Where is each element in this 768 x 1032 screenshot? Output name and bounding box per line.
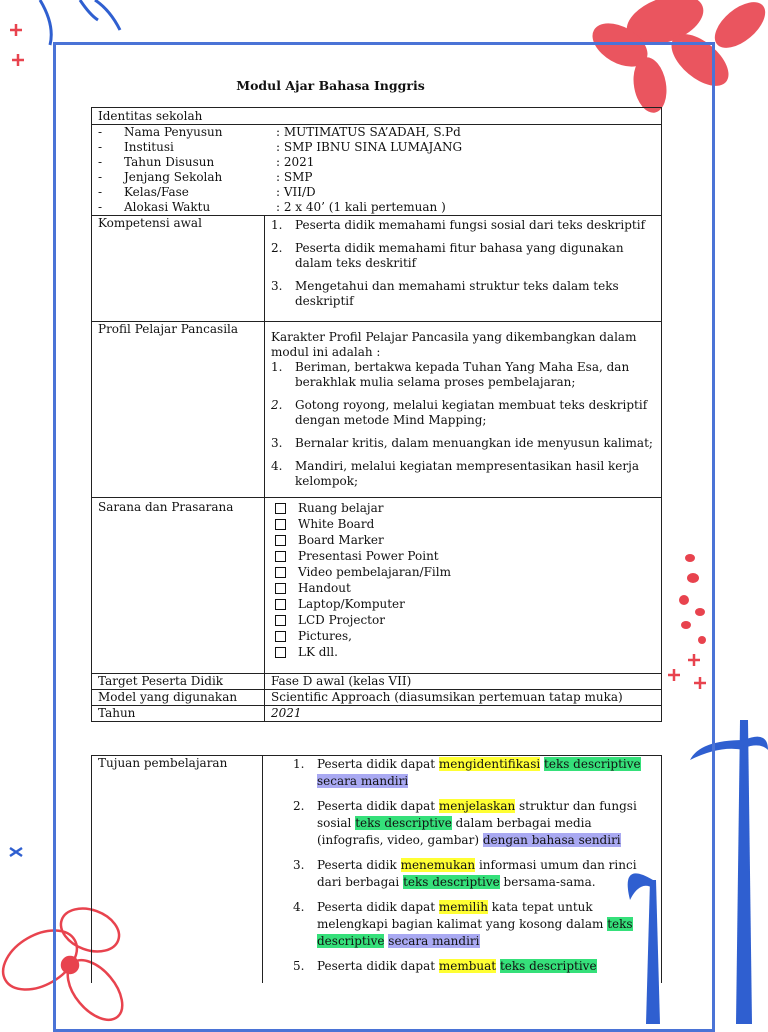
profil-item — [271, 436, 655, 451]
sarana-item-label: LCD Projector — [298, 613, 385, 627]
sarana-item-label: Laptop/Komputer — [298, 597, 405, 611]
sarana-item — [271, 612, 655, 628]
verb-highlight: menjelaskan — [438, 799, 516, 813]
dash-bullet: - — [98, 155, 103, 169]
item-number: 4. — [293, 900, 305, 914]
checkbox-icon — [275, 583, 286, 594]
item-text: Gotong royong, melalui kegiatan membuat teks deskriptif dengan metode Mind Mapping; — [295, 398, 648, 427]
plain-text: Peserta didik dapat — [317, 757, 439, 771]
identitas-value: : SMP — [276, 170, 313, 184]
target-value: Fase D awal (kelas VII) — [265, 674, 662, 690]
tujuan-item — [293, 756, 655, 790]
identitas-value: : 2 x 40’ (1 kali pertemuan ) — [276, 200, 446, 214]
dash-bullet: - — [98, 125, 103, 139]
sarana-item-label: Presentasi Power Point — [298, 549, 439, 563]
checkbox-icon — [275, 567, 286, 578]
identitas-row — [98, 125, 655, 140]
identitas-rows — [92, 125, 662, 216]
item-text: Beriman, bertakwa kepada Tuhan Yang Maha Esa, dan berakhlak mulia selama proses pembelajaran; — [295, 360, 630, 389]
identitas-key: Tahun Disusun — [124, 155, 215, 169]
item-number: 3. — [271, 279, 283, 293]
sarana-item — [271, 548, 655, 564]
sarana-item-label: Handout — [298, 581, 351, 595]
checkbox-icon — [275, 647, 286, 658]
tujuan-label: Tujuan pembelajaran — [92, 756, 263, 984]
kompetensi-item — [271, 279, 655, 309]
identitas-key: Kelas/Fase — [124, 185, 189, 199]
text-type-highlight: teks descriptive — [544, 757, 641, 771]
sarana-item-label: Video pembelajaran/Film — [298, 565, 451, 579]
plain-text: Peserta didik dapat — [317, 959, 439, 973]
sarana-item — [271, 532, 655, 548]
item-text: Peserta didik memahami fungsi sosial dari teks deskriptif — [295, 218, 646, 232]
identitas-row — [98, 140, 655, 155]
item-text — [317, 798, 655, 849]
cross-icon — [10, 848, 22, 856]
module-table — [91, 107, 662, 722]
palm-leaf-icon — [40, 0, 120, 45]
item-text: Mandiri, melalui kegiatan mempresentasikan hasil kerja kelompok; — [295, 459, 639, 488]
plain-text: kata tepat untuk melengkapi bagian kalimat yang kosong dalam — [317, 900, 608, 931]
item-number: 1. — [271, 218, 283, 232]
item-number: 2. — [271, 398, 283, 412]
dash-bullet: - — [98, 170, 103, 184]
identitas-value: : SMP IBNU SINA LUMAJANG — [276, 140, 463, 154]
mode-highlight: dengan bahasa sendiri — [482, 833, 621, 847]
sarana-item — [271, 564, 655, 580]
document-title: Modul Ajar Bahasa Inggris — [236, 78, 425, 93]
item-number: 2. — [271, 241, 283, 255]
kompetensi-list-cell — [265, 216, 662, 322]
model-label: Model yang digunakan — [92, 690, 265, 706]
plain-text: Peserta didik — [317, 858, 401, 872]
tujuan-item — [293, 958, 655, 975]
checkbox-icon — [275, 551, 286, 562]
identitas-value: : MUTIMATUS SA’ADAH, S.Pd — [276, 125, 461, 139]
item-number: 3. — [293, 858, 305, 872]
profil-item — [271, 398, 655, 428]
item-text — [317, 756, 655, 790]
checkbox-icon — [275, 631, 286, 642]
verb-highlight: memilih — [438, 900, 488, 914]
sarana-item — [271, 596, 655, 612]
checkbox-icon — [275, 599, 286, 610]
identitas-key: Nama Penyusun — [124, 125, 223, 139]
item-text: Bernalar kritis, dalam menuangkan ide menyusun kalimat; — [295, 436, 653, 450]
dash-bullet: - — [98, 185, 103, 199]
sarana-label: Sarana dan Prasarana — [92, 498, 265, 674]
item-text: Peserta didik memahami fitur bahasa yang digunakan dalam teks deskritif — [295, 241, 624, 270]
item-text — [317, 958, 597, 975]
item-text — [317, 899, 655, 950]
sarana-item — [271, 580, 655, 596]
checkbox-icon — [275, 615, 286, 626]
dash-bullet: - — [98, 200, 103, 214]
plain-text: Peserta didik dapat — [317, 900, 439, 914]
mode-highlight: secara mandiri — [388, 934, 480, 948]
item-number: 1. — [293, 757, 305, 771]
identitas-cell — [92, 108, 662, 125]
tahun-value: 2021 — [265, 706, 662, 722]
identitas-row — [98, 185, 655, 200]
kompetensi-item — [271, 218, 655, 233]
sarana-cell — [265, 498, 662, 674]
model-value: Scientific Approach (diasumsikan pertemuan tatap muka) — [265, 690, 662, 706]
plain-text: Peserta didik dapat — [317, 799, 439, 813]
sarana-item — [271, 628, 655, 644]
sarana-item-label: LK dll. — [298, 645, 338, 659]
sarana-item-label: Board Marker — [298, 533, 384, 547]
identitas-value: : VII/D — [276, 185, 316, 199]
plain-text: informasi umum dan rinci dari berbagai — [317, 858, 637, 889]
sarana-item-label: Ruang belajar — [298, 501, 384, 515]
tahun-label: Tahun — [92, 706, 265, 722]
identitas-value: : 2021 — [276, 155, 315, 169]
item-number: 4. — [271, 459, 283, 473]
tujuan-item — [293, 899, 655, 950]
mode-highlight: secara mandiri — [317, 774, 409, 788]
tujuan-item — [293, 857, 655, 891]
profil-item — [271, 459, 655, 489]
profil-item — [271, 360, 655, 390]
verb-highlight: membuat — [438, 959, 497, 973]
kompetensi-item — [271, 241, 655, 271]
item-text — [317, 857, 655, 891]
profil-intro: Karakter Profil Pelajar Pancasila yang dikembangkan dalam modul ini adalah : — [271, 330, 637, 359]
sarana-item — [271, 516, 655, 532]
plain-text: dalam berbagai media (infografis, video, gambar) — [317, 816, 592, 847]
identitas-row — [98, 155, 655, 170]
identitas-key: Institusi — [124, 140, 174, 154]
item-number: 2. — [293, 799, 305, 813]
plain-text: struktur dan fungsi sosial — [317, 799, 637, 830]
plain-text: bersama-sama. — [499, 875, 596, 889]
profil-cell — [265, 322, 662, 498]
text-type-highlight: teks descriptive — [355, 816, 452, 830]
target-label: Target Peserta Didik — [92, 674, 265, 690]
sarana-item — [271, 500, 655, 516]
sarana-item — [271, 644, 655, 660]
text-type-highlight: teks descriptive — [403, 875, 500, 889]
item-number: 3. — [271, 436, 283, 450]
profil-label: Profil Pelajar Pancasila — [92, 322, 265, 498]
identitas-key: Jenjang Sekolah — [124, 170, 223, 184]
text-type-highlight: teks descriptive — [499, 959, 597, 973]
identitas-row — [98, 200, 655, 215]
identitas-header: Identitas sekolah — [98, 109, 203, 123]
sarana-item-label: White Board — [298, 517, 375, 531]
checkbox-icon — [275, 519, 286, 530]
tujuan-cell — [263, 756, 662, 984]
identitas-key: Alokasi Waktu — [124, 200, 211, 214]
text-type-highlight: teks descriptive — [317, 917, 633, 948]
item-number: 5. — [293, 959, 305, 973]
kompetensi-label: Kompetensi awal — [92, 216, 265, 322]
item-text: Mengetahui dan memahami struktur teks dalam teks deskriptif — [295, 279, 619, 308]
tujuan-table — [91, 755, 662, 983]
identitas-row — [98, 170, 655, 185]
checkbox-icon — [275, 503, 286, 514]
verb-highlight: mengidentifikasi — [438, 757, 541, 771]
checkbox-icon — [275, 535, 286, 546]
verb-highlight: menemukan — [400, 858, 476, 872]
item-number: 1. — [271, 360, 283, 374]
dash-bullet: - — [98, 140, 103, 154]
tujuan-item — [293, 798, 655, 849]
sarana-item-label: Pictures, — [298, 629, 352, 643]
